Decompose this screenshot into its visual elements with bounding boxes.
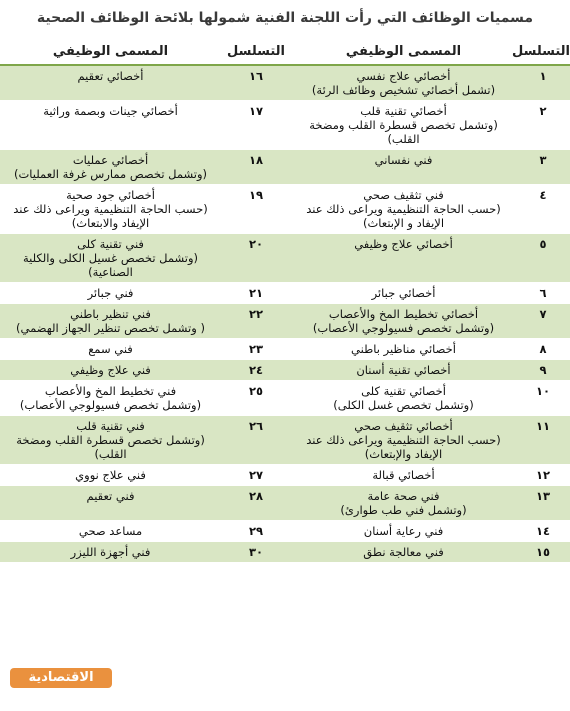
job-titles-table (0, 38, 570, 563)
row-seq-2: ٢٨ (221, 486, 291, 521)
row-seq-2: ١٧ (221, 101, 291, 150)
row-seq: ٧ (516, 304, 570, 339)
row-seq-2: ٣٠ (221, 542, 291, 563)
row-seq: ٦ (516, 283, 570, 304)
row-job-title: أخصائي تقنية أسنان (291, 360, 516, 381)
row-job-title-2: فني علاج نووي (0, 465, 221, 486)
header-name2: المسمى الوظيفي (0, 38, 221, 65)
header-name: المسمى الوظيفي (291, 38, 516, 65)
row-seq-2: ٢٧ (221, 465, 291, 486)
row-seq: ١ (516, 65, 570, 101)
header-seq: التسلسل (516, 38, 570, 65)
row-seq: ٥ (516, 234, 570, 283)
table-header-row (0, 38, 570, 65)
row-job-title-2: فني تقنية كلى (وتشمل تخصص غسيل الكلى والكلية الصناعية) (0, 234, 221, 283)
table-row (0, 304, 570, 339)
table-body (0, 65, 570, 563)
row-job-title-2: فني تنظير باطني ( وتشمل تخصص تنظير الجهاز الهضمي) (0, 304, 221, 339)
row-job-title: فني صحة عامة (وتشمل فني طب طوارئ) (291, 486, 516, 521)
row-job-title-2: فني جبائر (0, 283, 221, 304)
row-job-title: فني معالجة نطق (291, 542, 516, 563)
newspaper-logo: الاقتصادية (10, 668, 112, 688)
table-row (0, 283, 570, 304)
row-seq-2: ٢٦ (221, 416, 291, 465)
row-job-title-2: فني تخطيط المخ والأعصاب (وتشمل تخصص فسيولوجي الأعصاب) (0, 381, 221, 416)
table-row (0, 150, 570, 185)
row-seq-2: ٢٥ (221, 381, 291, 416)
row-job-title: أخصائي علاج نفسي (تشمل أخصائي تشخيص وظائف الرئة) (291, 65, 516, 101)
row-job-title: أخصائي علاج وظيفي (291, 234, 516, 283)
row-job-title-2: فني علاج وظيفي (0, 360, 221, 381)
row-job-title-2: أخصائي جينات وبصمة وراثية (0, 101, 221, 150)
table-row (0, 101, 570, 150)
row-job-title: أخصائي تقنية قلب (وتشمل تخصص قسطرة القلب ومضخة القلب) (291, 101, 516, 150)
row-job-title-2: فني سمع (0, 339, 221, 360)
table-row (0, 360, 570, 381)
row-seq: ١١ (516, 416, 570, 465)
row-job-title: فني تثقيف صحي (حسب الحاجة التنظيمية ويراعى ذلك عند الإيفاد و الإبتعاث) (291, 185, 516, 234)
row-seq: ١٣ (516, 486, 570, 521)
row-seq: ٨ (516, 339, 570, 360)
row-seq-2: ٢٩ (221, 521, 291, 542)
table-row (0, 234, 570, 283)
row-seq-2: ١٦ (221, 65, 291, 101)
page-title: مسميات الوظائف التي رأت اللجنة الفنية شمولها بلائحة الوظائف الصحية (36, 10, 534, 26)
row-job-title-2: فني تقنية قلب (وتشمل تخصص قسطرة القلب ومضخة القلب) (0, 416, 221, 465)
row-seq-2: ٢١ (221, 283, 291, 304)
row-job-title: أخصائي تقنية كلى (وتشمل تخصص غسل الكلى) (291, 381, 516, 416)
row-job-title-2: فني تعقيم (0, 486, 221, 521)
table-row (0, 465, 570, 486)
row-seq: ٣ (516, 150, 570, 185)
row-seq-2: ٢٠ (221, 234, 291, 283)
row-seq-2: ١٨ (221, 150, 291, 185)
row-job-title: أخصائي تثقيف صحي (حسب الحاجة التنظيمية ويراعى ذلك عند الإيفاد والإبتعاث) (291, 416, 516, 465)
row-seq: ٢ (516, 101, 570, 150)
table-row (0, 486, 570, 521)
row-job-title-2: أخصائي جود صحية (حسب الحاجة التنظيمية ويراعى ذلك عند الإيفاد والابتعاث) (0, 185, 221, 234)
row-seq-2: ١٩ (221, 185, 291, 234)
row-job-title-2: أخصائي تعقيم (0, 65, 221, 101)
table-row (0, 542, 570, 563)
table-row (0, 185, 570, 234)
row-seq: ١٥ (516, 542, 570, 563)
row-job-title: أخصائي جبائر (291, 283, 516, 304)
table-row (0, 65, 570, 101)
row-seq: ١٠ (516, 381, 570, 416)
row-seq: ٤ (516, 185, 570, 234)
row-job-title-2: أخصائي عمليات (وتشمل تخصص ممارس غرفة العمليات) (0, 150, 221, 185)
row-seq: ١٢ (516, 465, 570, 486)
row-job-title: فني نفساني (291, 150, 516, 185)
table-row (0, 521, 570, 542)
row-job-title: فني رعاية أسنان (291, 521, 516, 542)
row-job-title: أخصائي مناظير باطني (291, 339, 516, 360)
row-job-title: أخصائي تخطيط المخ والأعصاب (وتشمل تخصص فسيولوجي الأعصاب) (291, 304, 516, 339)
table-row (0, 381, 570, 416)
row-seq: ٩ (516, 360, 570, 381)
row-seq: ١٤ (516, 521, 570, 542)
row-seq-2: ٢٣ (221, 339, 291, 360)
row-seq-2: ٢٢ (221, 304, 291, 339)
row-job-title-2: مساعد صحي (0, 521, 221, 542)
header-seq2: التسلسل (221, 38, 291, 65)
table-row (0, 416, 570, 465)
row-job-title: أخصائي قبالة (291, 465, 516, 486)
row-seq-2: ٢٤ (221, 360, 291, 381)
row-job-title-2: فني أجهزة الليزر (0, 542, 221, 563)
table-row (0, 339, 570, 360)
